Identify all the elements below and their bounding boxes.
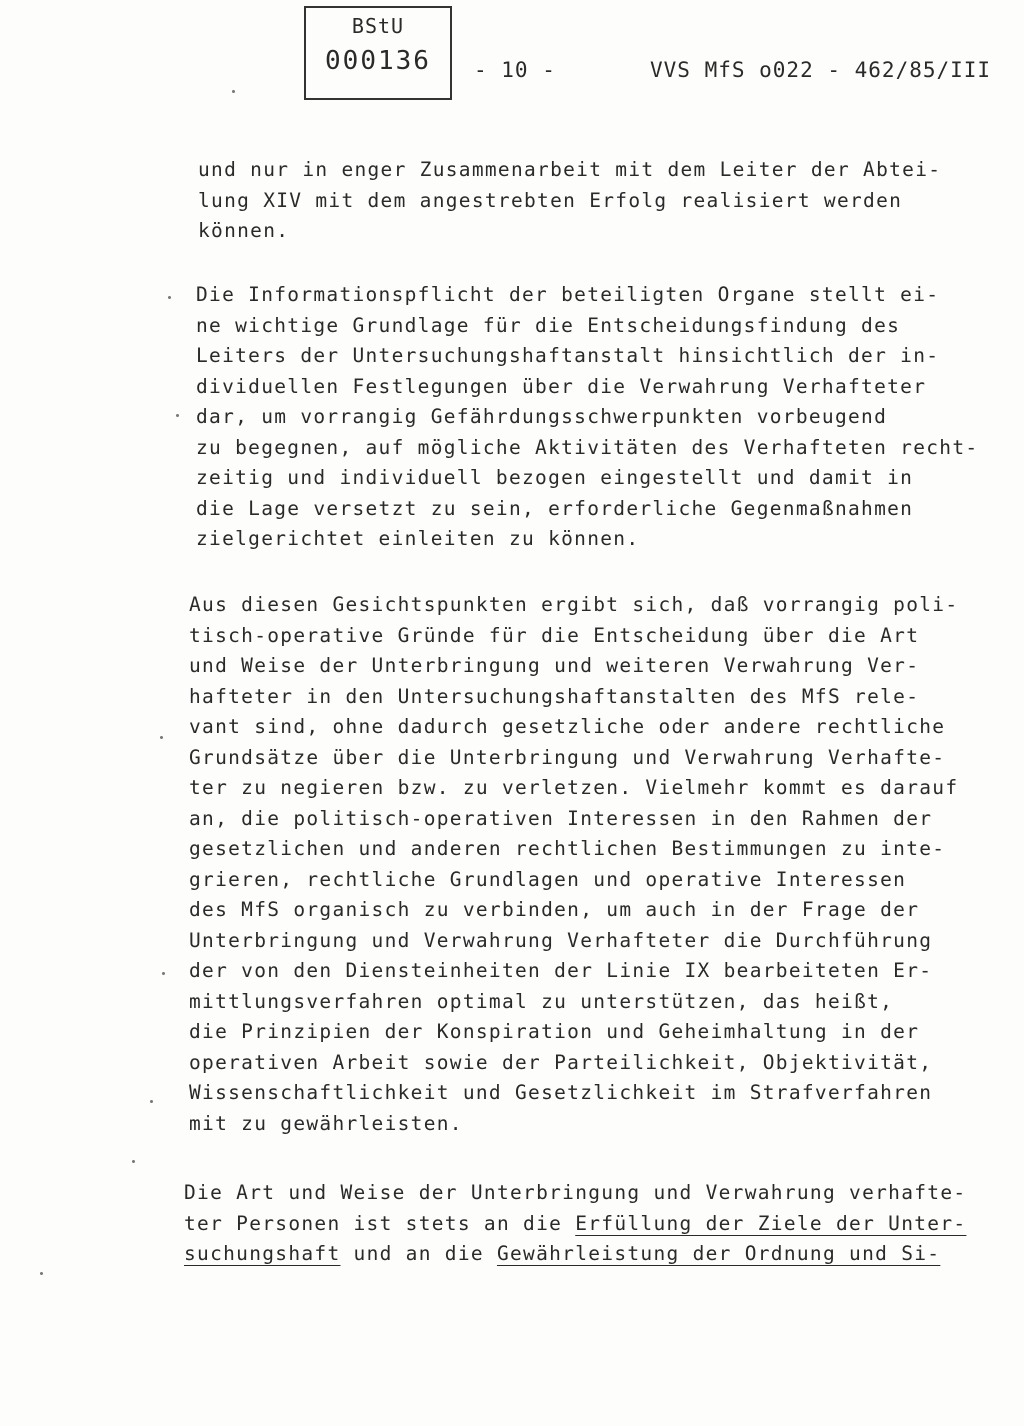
text-line: Die Art und Weise der Unterbringung und Verwahrung verhafte- <box>184 1181 967 1204</box>
text-line: können. <box>198 219 290 242</box>
stamp-agency: BStU <box>351 14 405 38</box>
text-line: mit zu gewährleisten. <box>189 1111 463 1135</box>
scan-speck <box>176 414 179 417</box>
text-line: an, die politisch-operativen Interessen in den Rahmen der <box>189 806 933 830</box>
text-line: Aus diesen Gesichtspunkten ergibt sich, daß vorrangig poli- <box>189 593 959 616</box>
scan-speck <box>162 972 165 975</box>
text-line: und nur in enger Zusammenarbeit mit dem Leiter der Abtei- <box>198 158 942 181</box>
scan-speck <box>160 736 163 739</box>
text-line: hafteter in den Untersuchungshaftanstalten des MfS rele- <box>189 684 920 708</box>
paragraph-1 <box>198 155 941 247</box>
scan-speck <box>40 1272 43 1275</box>
paragraph-4 <box>184 1178 966 1270</box>
text-line: zielgerichtet einleiten zu können. <box>196 527 640 550</box>
text-line: Grundsätze über die Unterbringung und Verwahrung Verhafte- <box>189 745 946 769</box>
scan-speck <box>132 1160 135 1163</box>
text-line <box>184 1209 966 1240</box>
archive-stamp <box>304 6 452 100</box>
text-line: die Prinzipien der Konspiration und Geheimhaltung in der <box>189 1020 920 1043</box>
text-line: gesetzlichen und anderen rechtlichen Bestimmungen zu inte- <box>189 837 946 860</box>
text-line: ter zu negieren bzw. zu verletzen. Vielmehr kommt es darauf <box>189 776 959 799</box>
underlined-text: suchungshaft <box>184 1242 341 1265</box>
scan-speck <box>150 1100 153 1103</box>
text-line: tisch-operative Gründe für die Entscheidung über die Art <box>189 623 920 647</box>
underlined-text: Gewährleistung der Ordnung und Si- <box>496 1242 941 1265</box>
text-line: die Lage versetzt zu sein, erforderliche Gegenmaßnahmen <box>196 496 914 520</box>
text-line: dar, um vorrangig Gefährdungsschwerpunkten vorbeugend <box>196 405 888 428</box>
text-line: des MfS organisch zu verbinden, um auch in der Frage der <box>189 898 920 921</box>
text-line: mittlungsverfahren optimal zu unterstützen, das heißt, <box>189 989 894 1013</box>
text-line: operativen Arbeit sowie der Parteilichkeit, Objektivität, <box>189 1050 933 1074</box>
plain-text: ter Personen ist stets an die <box>184 1211 576 1235</box>
text-line: Leiters der Untersuchungshaftanstalt hinsichtlich der in- <box>196 344 940 367</box>
text-line: Wissenschaftlichkeit und Gesetzlichkeit im Strafverfahren <box>189 1081 933 1104</box>
text-line: dividuellen Festlegungen über die Verwahrung Verhafteter <box>196 374 927 398</box>
paragraph-2 <box>196 280 978 555</box>
text-line: grieren, rechtliche Grundlagen und operative Interessen <box>189 867 907 891</box>
text-line: ne wichtige Grundlage für die Entscheidungsfindung des <box>196 313 901 337</box>
text-line: zu begegnen, auf mögliche Aktivitäten des Verhafteten recht- <box>196 435 979 459</box>
stamp-number: 000136 <box>325 46 431 76</box>
plain-text: und an die <box>340 1242 497 1265</box>
underlined-text: Erfüllung der Ziele der Unter- <box>575 1211 967 1235</box>
text-line <box>184 1239 966 1270</box>
text-line: Unterbringung und Verwahrung Verhafteter die Durchführung <box>189 928 933 952</box>
text-line: der von den Diensteinheiten der Linie IX bearbeiteten Er- <box>189 959 933 982</box>
text-line: vant sind, ohne dadurch gesetzliche oder andere rechtliche <box>189 715 946 738</box>
document-reference: VVS MfS o022 - 462/85/III <box>650 58 992 82</box>
page-number: - 10 - <box>474 58 556 82</box>
text-line: Die Informationspflicht der beteiligten Organe stellt ei- <box>196 283 940 306</box>
scan-speck <box>168 296 171 299</box>
text-line: und Weise der Unterbringung und weiteren Verwahrung Ver- <box>189 654 920 677</box>
paragraph-3 <box>189 590 958 1139</box>
text-line: zeitig und individuell bezogen eingestellt und damit in <box>196 466 914 489</box>
scan-speck <box>232 90 235 93</box>
text-line: lung XIV mit dem angestrebten Erfolg realisiert werden <box>198 188 903 212</box>
